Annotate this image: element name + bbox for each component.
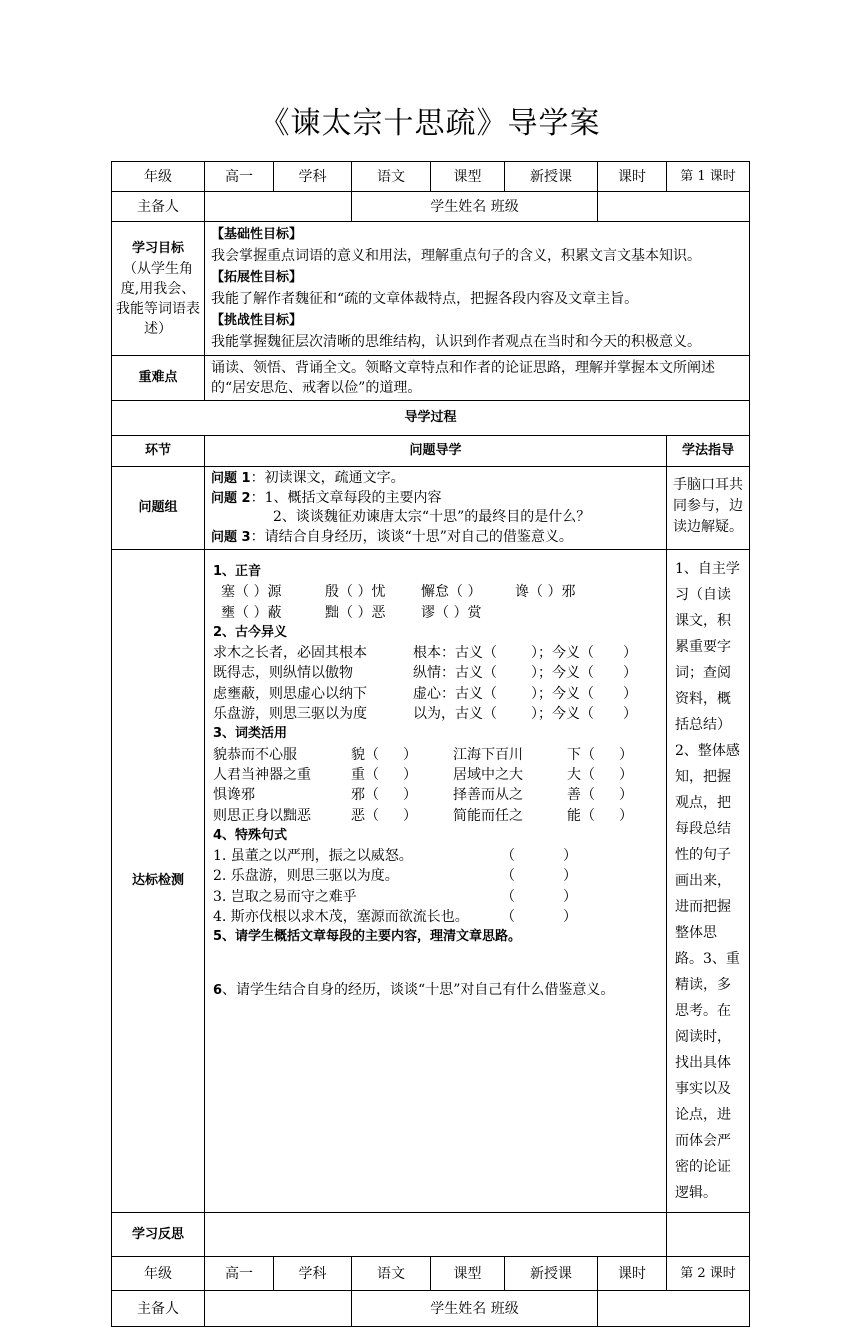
subject-label: 学科 bbox=[274, 1257, 352, 1291]
reflection-row bbox=[112, 1213, 750, 1257]
process-title: 导学过程 bbox=[112, 401, 750, 436]
col-question-guide: 问题导学 bbox=[205, 436, 667, 467]
question-3 bbox=[211, 528, 660, 548]
question-2b: 2、谈谈魏征劝谏唐太宗“十思”的最终目的是什么？ bbox=[273, 509, 591, 525]
goals-label-title: 学习目标 bbox=[131, 240, 184, 256]
question-group-row bbox=[112, 467, 750, 550]
blank-space bbox=[213, 948, 660, 980]
period-label: 课时 bbox=[598, 162, 667, 192]
preparer-row-2 bbox=[112, 1291, 750, 1327]
basic-goal-text: 我会掌握重点词语的意义和用法，理解重点句子的含义，积累文言文基本知识。 bbox=[211, 247, 701, 264]
header-row bbox=[112, 162, 750, 192]
challenge-goal-title: 【挑战性目标】 bbox=[211, 313, 303, 328]
header-row-2 bbox=[112, 1257, 750, 1291]
subject-value: 语文 bbox=[352, 1257, 431, 1291]
word-class-row: 貌恭而不心服 貌（ ） 江海下百川 下（ ） bbox=[213, 746, 633, 763]
col-study-method: 学法指导 bbox=[667, 436, 750, 467]
word-class-row: 则思正身以黜恶 恶（ ） 简能而任之 能（ ） bbox=[213, 807, 633, 824]
grade-value: 高一 bbox=[205, 1257, 274, 1291]
period-label: 课时 bbox=[598, 1257, 667, 1291]
word-class-row: 人君当神器之重 重（ ） 居域中之大 大（ ） bbox=[213, 766, 633, 783]
reflection-guide bbox=[667, 1213, 750, 1257]
period-value: 第 2 课时 bbox=[667, 1257, 750, 1291]
reflection-content[interactable] bbox=[205, 1213, 667, 1257]
summary-task: 5、请学生概括文章每段的主要内容，理清文章思路。 bbox=[213, 929, 522, 945]
type-label: 课型 bbox=[431, 162, 505, 192]
goals-label-note: （从学生角度,用我会、我能等词语表述） bbox=[116, 260, 200, 337]
preparer-value bbox=[205, 1291, 352, 1327]
pron-item: 壅（ ）蔽 bbox=[221, 604, 282, 621]
word-class-row: 惧谗邪 邪（ ） 择善而从之 善（ ） bbox=[213, 787, 633, 804]
pron-item: 谗（ ）邪 bbox=[515, 584, 576, 601]
question-1-text: ：初读课文，疏通文字。 bbox=[250, 470, 405, 486]
pron-item: 黜（ ）恶 bbox=[325, 604, 386, 621]
grade-label: 年级 bbox=[112, 162, 205, 192]
student-info-value bbox=[598, 192, 750, 222]
grade-value: 高一 bbox=[205, 162, 274, 192]
student-info-value bbox=[598, 1291, 750, 1327]
extended-goal-text: 我能了解作者魏征和“疏的文章体裁特点，把握各段内容及文章主旨。 bbox=[211, 290, 639, 307]
goals-content bbox=[205, 222, 750, 356]
ancient-modern-row: 乐盘游，则思三驱以为度 以为，古义（ ）；今义（ ） bbox=[213, 706, 637, 723]
question-group-content bbox=[205, 467, 667, 550]
extended-goal-title: 【拓展性目标】 bbox=[211, 270, 303, 285]
check-label: 达标检测 bbox=[112, 550, 205, 1213]
question-group-label: 问题组 bbox=[112, 467, 205, 550]
reflection-task-text: 、请学生结合自身的经历，谈谈“十思”对自己有什么借鉴意义。 bbox=[222, 981, 615, 998]
question-3-text: ：请结合自身经历，谈谈“十思”对自己的借鉴意义。 bbox=[250, 528, 573, 545]
word-class-title: 3、词类活用 bbox=[213, 726, 288, 742]
ancient-modern-row: 既得志，则纵情以傲物 纵情：古义（ ）；今义（ ） bbox=[213, 665, 637, 682]
pronunciation-line-1 bbox=[213, 582, 660, 602]
type-value: 新授课 bbox=[505, 1257, 598, 1291]
check-guide: 1、自主学习（自读课文，积累重要字词；查阅资料，概括总结）2、整体感知，把握观点，把每段总结性的句子画出来，进而把握整体思路。3、重精读，多思考。在阅读时，找出具体事实以及论点，进而体会严密的论证逻辑。 bbox=[667, 550, 750, 1213]
question-group-guide: 手脑口耳共同参与，边读边解疑。 bbox=[667, 467, 750, 550]
type-value: 新授课 bbox=[505, 162, 598, 192]
special-sentence-row: 4. 斯亦伐根以求木茂，塞源而欲流长也。 （ ） bbox=[213, 909, 577, 926]
goals-row bbox=[112, 222, 750, 356]
goals-label bbox=[112, 222, 205, 356]
question-3-label: 问题 3 bbox=[211, 529, 251, 545]
special-sentence-row: 3. 岂取之易而守之难乎 （ ） bbox=[213, 888, 577, 905]
pron-item: 懈怠（ ） bbox=[421, 584, 482, 601]
special-sentence-row: 1. 虽董之以严刑，振之以威怒。 （ ） bbox=[213, 848, 577, 865]
type-label: 课型 bbox=[431, 1257, 505, 1291]
basic-goal-title: 【基础性目标】 bbox=[211, 227, 303, 242]
pron-item: 谬（ ）赏 bbox=[421, 604, 482, 621]
question-1-label: 问题 1 bbox=[211, 471, 251, 486]
preparer-row bbox=[112, 192, 750, 222]
check-content bbox=[205, 550, 667, 1213]
process-title-row bbox=[112, 401, 750, 436]
col-stage: 环节 bbox=[112, 436, 205, 467]
pronunciation-line-2 bbox=[213, 603, 660, 623]
preparer-value bbox=[205, 192, 352, 222]
ancient-modern-row: 虑壅蔽，则思虚心以纳下 虚心：古义（ ）；今义（ ） bbox=[213, 685, 637, 702]
question-2-label: 问题 2 bbox=[211, 490, 251, 506]
page-title: 《谏太宗十思疏》导学案 bbox=[259, 106, 601, 141]
special-sentence-title: 4、特殊句式 bbox=[213, 827, 288, 843]
lesson-plan-table bbox=[111, 161, 750, 1327]
pronunciation-title: 1、正音 bbox=[213, 564, 262, 579]
period-value: 第 1 课时 bbox=[667, 162, 750, 192]
special-sentence-row: 2. 乐盘游，则思三驱以为度。 （ ） bbox=[213, 868, 577, 885]
key-points-row bbox=[112, 356, 750, 401]
preparer-label: 主备人 bbox=[112, 192, 205, 222]
subject-value: 语文 bbox=[352, 162, 431, 192]
pron-item: 殷（ ）忧 bbox=[325, 584, 386, 601]
reflection-task bbox=[213, 980, 660, 1001]
check-row bbox=[112, 550, 750, 1213]
student-info-label: 学生姓名 班级 bbox=[352, 1291, 598, 1327]
ancient-modern-row: 求木之长者，必固其根本 根本：古义（ ）；今义（ ） bbox=[213, 645, 637, 662]
reflection-label: 学习反思 bbox=[112, 1213, 205, 1257]
preparer-label: 主备人 bbox=[112, 1291, 205, 1327]
grade-label: 年级 bbox=[112, 1257, 205, 1291]
question-2 bbox=[211, 489, 660, 509]
key-points-label: 重难点 bbox=[112, 356, 205, 401]
question-1 bbox=[211, 469, 660, 489]
pron-item: 塞（ ）源 bbox=[221, 584, 282, 601]
reflection-task-num: 6 bbox=[213, 982, 223, 998]
student-info-label: 学生姓名 班级 bbox=[352, 192, 598, 222]
key-points-text: 诵读、领悟、背诵全文。领略文章特点和作者的论证思路，理解并掌握本文所阐述的“居安思危、戒奢以俭”的道理。 bbox=[205, 356, 750, 401]
challenge-goal-text: 我能掌握魏征层次清晰的思维结构，认识到作者观点在当时和今天的积极意义。 bbox=[211, 333, 701, 350]
process-header-row bbox=[112, 436, 750, 467]
subject-label: 学科 bbox=[274, 162, 352, 192]
ancient-modern-title: 2、古今异义 bbox=[213, 624, 288, 640]
question-2-text: ：1、概括文章每段的主要内容 bbox=[250, 489, 442, 506]
